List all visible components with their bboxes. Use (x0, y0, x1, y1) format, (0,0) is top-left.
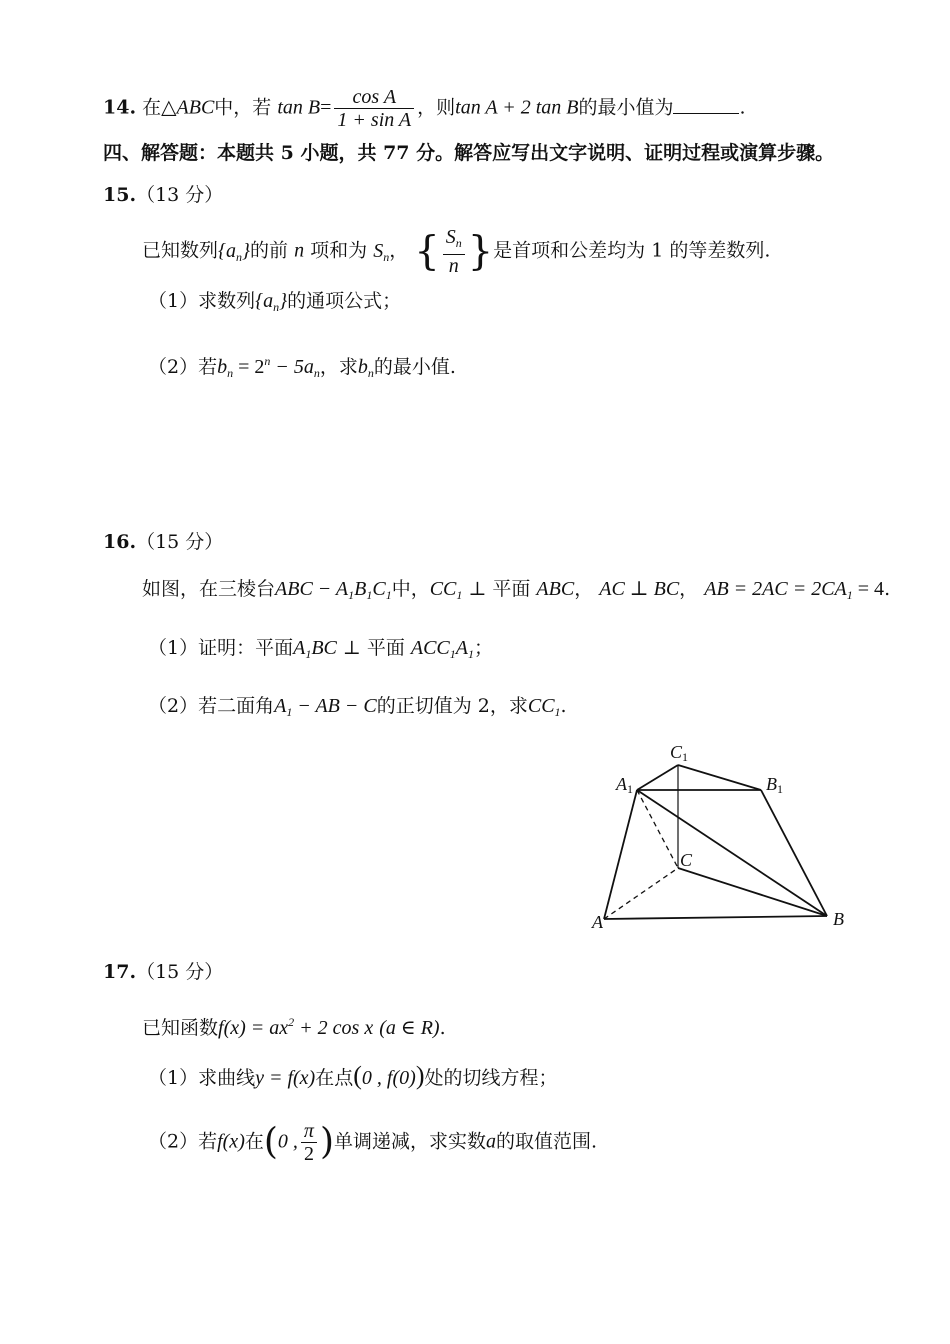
q16-p1-acc: ACC (410, 637, 450, 659)
q17-header (103, 960, 223, 984)
q16-p1-acc-sub: 1 (449, 647, 456, 661)
q16-cc (430, 578, 463, 600)
triangle-symbol: △ (161, 96, 177, 119)
edge-A1A (604, 790, 637, 919)
q15-p1-an (255, 290, 287, 312)
q15-text-2: 的前 (250, 239, 289, 262)
q16-p2-cc (528, 695, 561, 717)
q15-header (103, 183, 223, 207)
q17-p2-fraction (301, 1120, 317, 1165)
q16-text-2: 中， (391, 578, 430, 600)
q16-header (103, 530, 223, 554)
q15-stem (142, 226, 770, 277)
q15-p2-minus: − 5a (270, 356, 314, 378)
q17-fx: f(x) = ax (218, 1017, 289, 1039)
q14-text-1: 在 (142, 96, 162, 119)
q17-part1 (148, 1061, 558, 1090)
edge-A1B (637, 790, 827, 916)
q15-p2-eq: = 2 (233, 356, 265, 378)
q17-p1-rparen: ) (415, 1061, 425, 1090)
q16-rel-end: = 4 (852, 578, 885, 600)
q15-frac-num-base: S (445, 226, 456, 248)
label-A: A (592, 912, 603, 932)
q17-p2-lparen: ( (263, 1121, 278, 1163)
q15-part2 (148, 349, 456, 385)
label-B: B (833, 909, 844, 929)
q17-p2-end2: 的取值范围. (496, 1130, 598, 1153)
q14-frac-den: 1 + sin A (337, 109, 412, 131)
q16-part2 (148, 694, 567, 724)
label-C1-sub: 1 (682, 750, 689, 764)
q15-an (218, 240, 250, 262)
q16-p1-label: （1）证明：平面 (148, 637, 294, 659)
q17-p1-eq: y = f(x) (255, 1067, 316, 1089)
q15-an-base: {a (218, 239, 237, 262)
q14-text-3: ，则 (417, 96, 456, 119)
q17-domain: (a ∈ R) (379, 1017, 440, 1039)
q17-text-1: 已知函数 (142, 1017, 219, 1039)
q15-n: n (294, 239, 305, 262)
q16-perp1: ⊥ 平面 (462, 578, 537, 600)
frustum-figure (580, 738, 860, 938)
q17-p2-in: 在 (244, 1130, 264, 1153)
q14-text-2: 中，若 (214, 96, 272, 119)
q17-function (218, 1017, 373, 1039)
q15-Sn (373, 240, 389, 262)
q15-p2-label: （2）若 (148, 356, 218, 378)
q15-fraction (443, 226, 465, 277)
q15-p2-mid: ，求 (319, 356, 358, 378)
q17-p1-point: 0 , f(0) (361, 1067, 416, 1089)
edge-AB (604, 916, 827, 919)
q16-rel-sub: 1 (846, 588, 853, 602)
q16-rel-base: AB = 2AC = 2CA (704, 578, 847, 600)
q16-p2-angle (274, 695, 377, 717)
q16-solid-sub3: 1 (385, 588, 392, 602)
q15-p2-a-sub: n (313, 366, 320, 380)
q15-p2-b-sub: n (227, 366, 234, 380)
edge-A1C1 (637, 765, 678, 790)
q16-p1-a2-sub: 1 (468, 647, 474, 661)
q14-frac-num: cos A (334, 86, 414, 109)
q17-p1-label: （1）求曲线 (148, 1067, 256, 1089)
label-C: C (680, 850, 693, 870)
right-brace: } (467, 228, 494, 275)
q15-number: 15. (103, 184, 137, 206)
q17-p2-pi: π (301, 1120, 317, 1143)
q16-cc-sub: 1 (456, 588, 463, 602)
label-C1-letter: C (670, 742, 683, 762)
q15-p1-an-close: } (279, 290, 288, 312)
q16-solid-base: ABC − A (275, 578, 349, 600)
q16-solid-C: C (372, 578, 386, 600)
q16-p2-a: A (274, 695, 287, 717)
q15-frac-num-sub: n (455, 236, 462, 250)
q16-solid-B: B (354, 578, 367, 600)
q17-p1-end: 处的切线方程； (424, 1067, 558, 1089)
q14-number: 14. (103, 96, 137, 119)
q16-p2-rest: − AB − C (292, 695, 377, 717)
label-B1-letter: B (766, 774, 777, 794)
q16-text-3: ， (574, 578, 594, 600)
q16-rel (704, 578, 884, 600)
q14-eq: = (320, 96, 332, 119)
q16-solid-sub2: 1 (366, 588, 373, 602)
q14-line (103, 86, 746, 131)
q17-number: 17. (103, 961, 137, 983)
label-B1 (766, 774, 783, 796)
q15-comma: ， (389, 239, 409, 262)
q17-p2-fx: f(x) (217, 1130, 245, 1153)
q16-solid-sub1: 1 (348, 588, 355, 602)
q16-p2-mid: 的正切值为 2，求 (376, 695, 528, 717)
edge-A1C-dashed (637, 790, 678, 868)
q15-part1 (148, 289, 401, 319)
q15-Sn-sub: n (383, 249, 390, 264)
q14-fraction (334, 86, 414, 131)
q16-p2-label: （2）若二面角 (148, 695, 275, 717)
q15-p1-rest: 的通项公式； (287, 290, 402, 312)
q17-p2-zero: 0 , (277, 1130, 298, 1153)
q17-p2-rparen: ) (319, 1121, 334, 1163)
q17-rest: + 2 cos x (294, 1017, 374, 1039)
q16-p1-plane2 (411, 637, 474, 659)
q15-p1-an-sub: n (273, 300, 280, 314)
q15-Sn-base: S (373, 239, 384, 262)
label-A1-letter: A (616, 774, 627, 794)
q15-p2-b2-sub: n (367, 366, 374, 380)
q15-p1-an-base: {a (255, 290, 274, 312)
q16-cc-base: CC (429, 578, 457, 600)
q15-text-4: 是首项和公差均为 1 的等差数列. (493, 239, 771, 262)
q16-p2-cc-sub: 1 (554, 705, 561, 719)
q14-text-4: 的最小值为 (578, 96, 674, 119)
q15-frac-num (443, 226, 465, 255)
q16-p1-bc: BC (311, 637, 337, 659)
q17-score: （15 分） (136, 961, 224, 983)
label-A1-sub: 1 (627, 782, 633, 796)
q14-end: . (739, 96, 746, 119)
q17-p2-end: 单调递减，求实数 (334, 1130, 487, 1153)
q15-p2-end: 的最小值. (373, 356, 456, 378)
q15-p2-b: b (217, 356, 228, 378)
q16-p1-perp: ⊥ 平面 (336, 637, 411, 659)
q16-p1-a-sub: 1 (305, 647, 312, 661)
label-B1-sub: 1 (777, 782, 783, 796)
q16-text-5: . (884, 578, 891, 600)
q16-abc: ABC (536, 578, 575, 600)
q16-solid (275, 578, 392, 600)
q17-part2 (148, 1120, 597, 1165)
q15-p2-formula (217, 356, 320, 378)
q16-p1-end: ； (474, 637, 494, 659)
left-brace: { (414, 228, 440, 275)
q15-p2-b2-base: b (357, 356, 368, 378)
q15-an-close: } (242, 239, 251, 262)
q17-end: . (439, 1017, 446, 1039)
label-A1 (615, 774, 633, 796)
section4-heading: 四、解答题：本题共 5 小题，共 77 分。解答应写出文字说明、证明过程或演算步骤。 (103, 142, 835, 164)
q14-tanB: tan B (277, 96, 321, 119)
q17-sup2: 2 (288, 1015, 295, 1029)
q16-text-1: 如图，在三棱台 (142, 578, 276, 600)
q15-text-1: 已知数列 (142, 239, 219, 262)
q16-p1-plane1 (293, 637, 337, 659)
q17-p2-two: 2 (303, 1143, 314, 1165)
q15-p2-b2 (358, 356, 374, 378)
q16-acbc: AC ⊥ BC (599, 578, 680, 600)
q15-an-sub: n (236, 249, 243, 264)
q16-score: （15 分） (136, 531, 224, 553)
q17-p2-a: a (486, 1130, 497, 1153)
q16-p2-cc-base: CC (527, 695, 555, 717)
q17-p1-lparen: ( (353, 1061, 362, 1090)
q16-stem (142, 577, 890, 607)
q15-frac-den: n (448, 255, 459, 277)
answer-blank (673, 95, 739, 114)
q16-part1 (148, 636, 493, 666)
q17-p2-label: （2）若 (148, 1130, 218, 1153)
q16-p2-end: . (560, 695, 567, 717)
q17-stem (142, 1010, 446, 1040)
q15-score: （13 分） (136, 184, 224, 206)
q16-text-4: ， (679, 578, 699, 600)
q16-p1-a: A (293, 637, 306, 659)
q15-p2-sup: n (264, 354, 271, 368)
q16-p1-a2: A (455, 637, 468, 659)
edge-C1B1 (678, 765, 761, 790)
q16-number: 16. (103, 531, 137, 553)
q14-abc: ABC (176, 96, 215, 119)
q15-text-3: 项和为 (310, 239, 368, 262)
label-C1 (670, 742, 688, 764)
q14-expr: tan A + 2 tan B (455, 96, 579, 119)
q16-p2-a-sub: 1 (286, 705, 293, 719)
q15-p1-label: （1）求数列 (148, 290, 256, 312)
q17-p1-mid: 在点 (315, 1067, 354, 1089)
